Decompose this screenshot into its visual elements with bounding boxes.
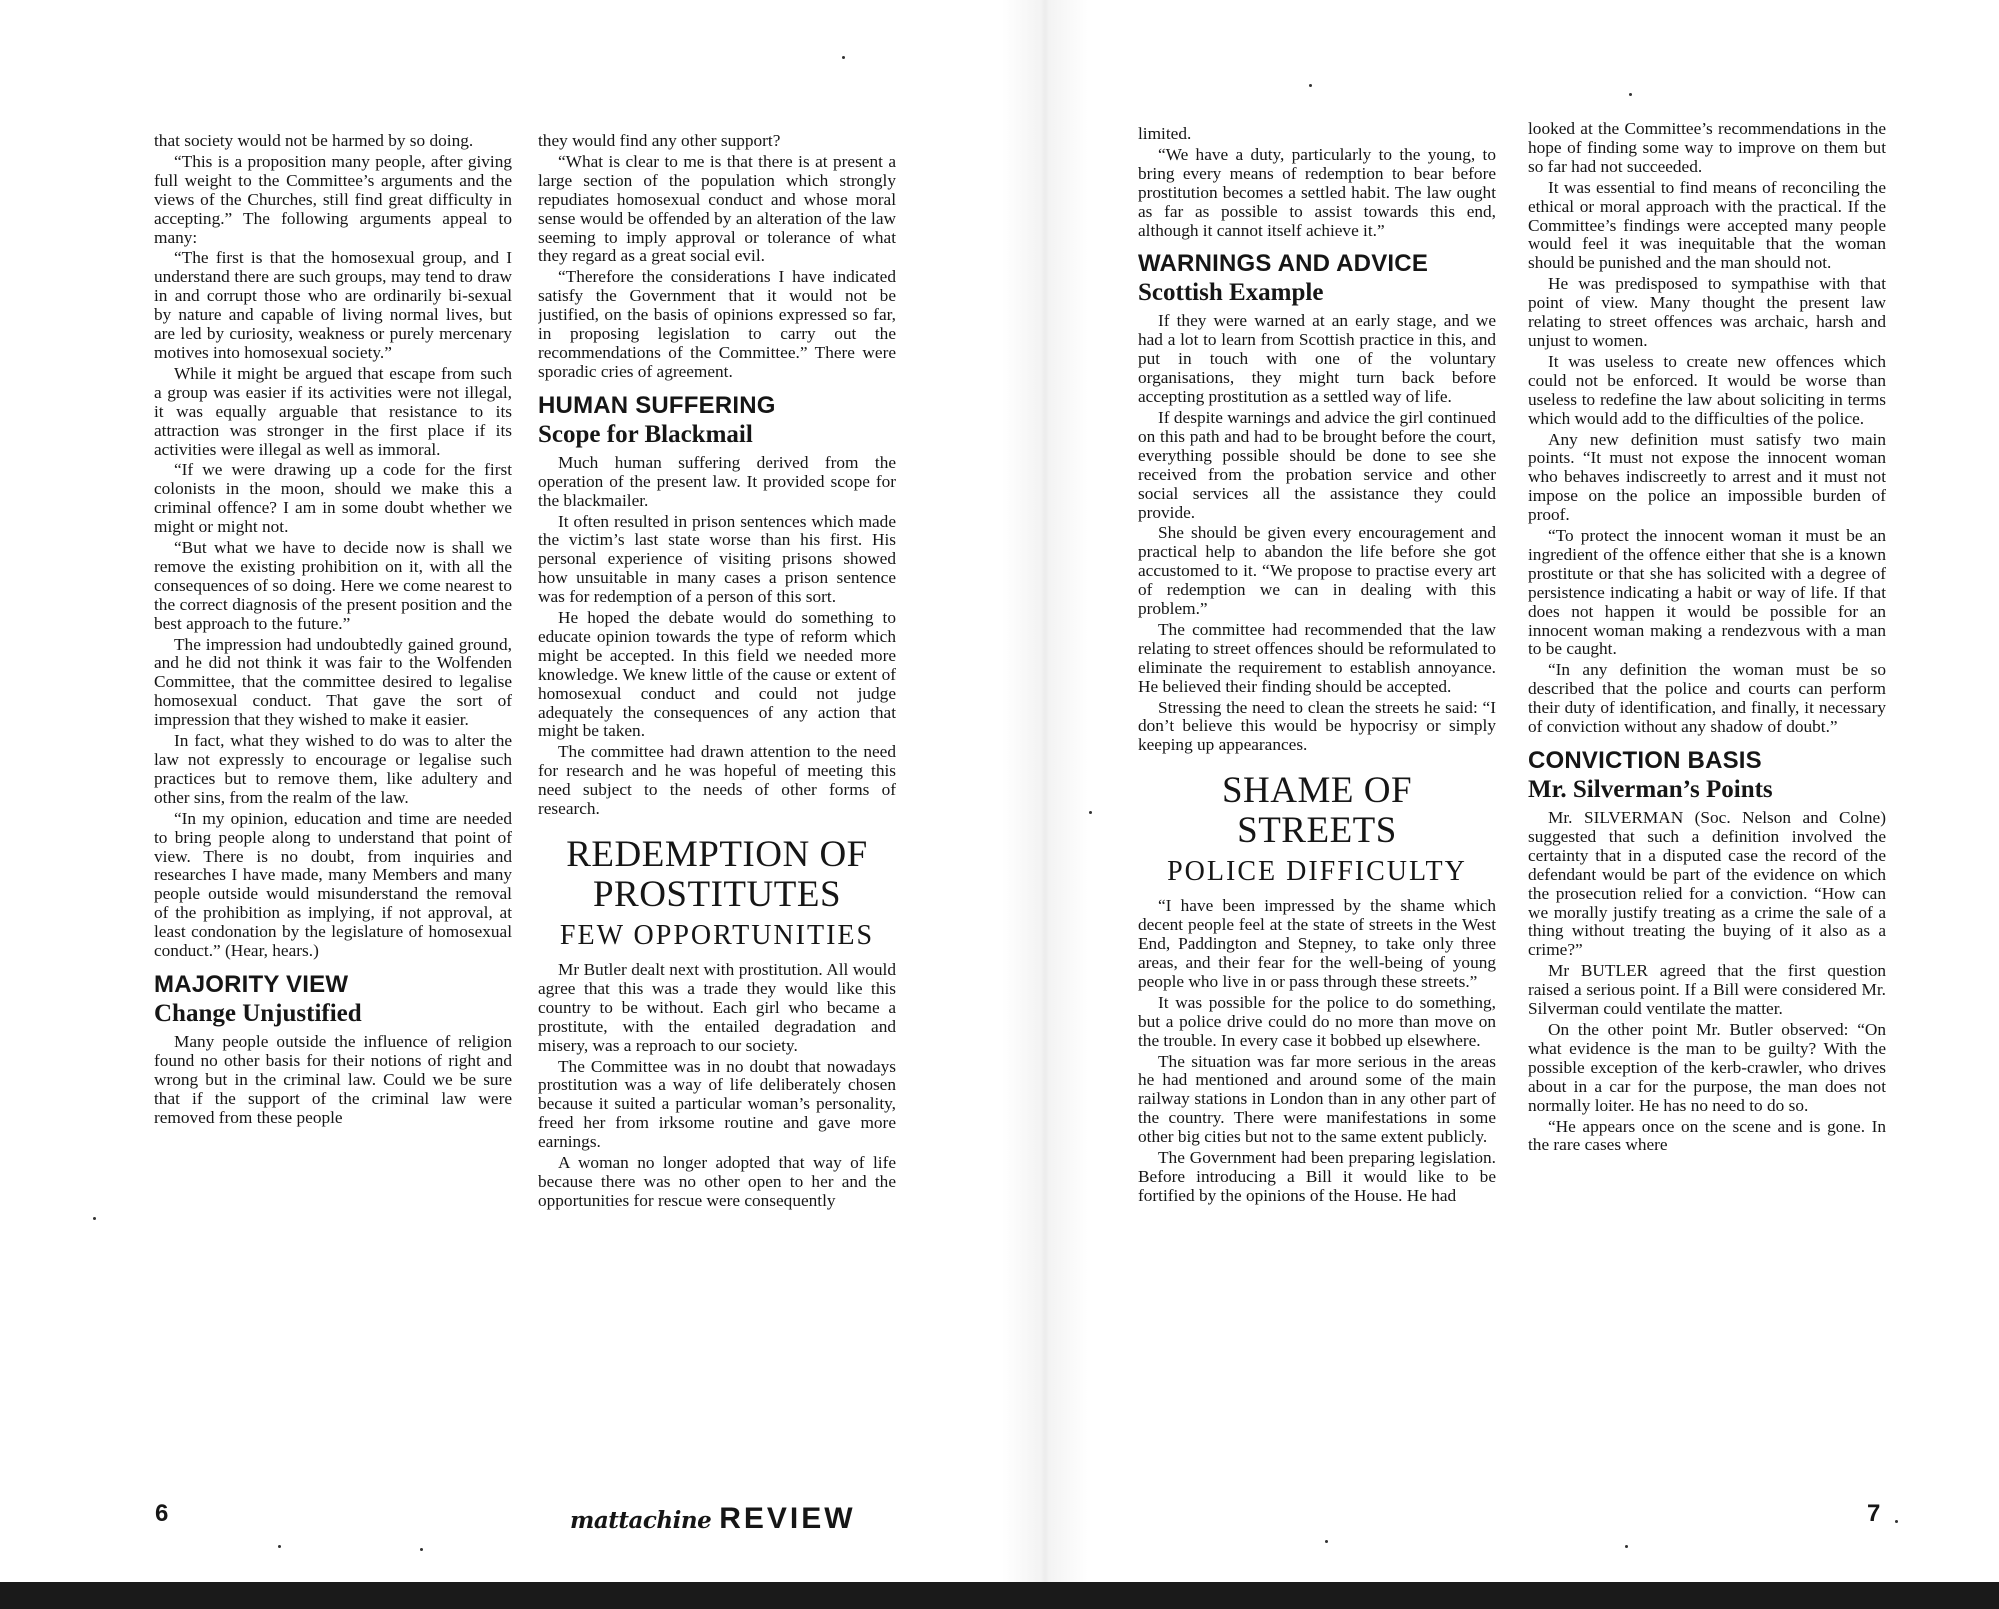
- paragraph: It was useless to create new offences which could not be enforced. It would be worse than useless to redefine the law about soliciting in terms which would add to the difficulties of the police.: [1528, 351, 1886, 428]
- section-subheading: Change Unjustified: [154, 999, 362, 1027]
- page-gutter: [1002, 0, 1088, 1609]
- paragraph: He hoped the debate would do something to educate opinion towards the type of reform which might be accepted. In this field we needed more knowledge. We knew little of the cause or extent of homosexual conduct and could not judge adequately the consequences of any action that might be taken.: [538, 608, 896, 741]
- paragraph: It was possible for the police to do something, but a police drive could do no more than move on the trouble. In every case it bobbed up elsewhere.: [1138, 992, 1496, 1050]
- paragraph: The impression had undoubtedly gained ground, and he did not think it was fair to the Wolfenden Committee, that the committee desired to legalise homosexual conduct. That gave the sort of impression that they wished to make it easier.: [154, 634, 512, 730]
- paragraph: Mr BUTLER agreed that the first question raised a serious point. If a Bill were considered Mr. Silverman could ventilate the matter.: [1528, 961, 1886, 1019]
- paragraph: Mr. SILVERMAN (Soc. Nelson and Colne) suggested that such a definition involved the certainty that in a disputed case the record of the defendant would be part of the evidence on which the prosecution relied for a conviction. “How can we morally justify treating as a crime the sale of a thing without treating the buying of it also as a crime?”: [1528, 808, 1886, 960]
- feature-subheadline: POLICE DIFFICULTY: [1167, 856, 1467, 888]
- section-heading: WARNINGS AND ADVICE: [1138, 250, 1429, 278]
- paragraph: “He appears once on the scene and is gone. In the rare cases where: [1528, 1116, 1886, 1155]
- paragraph: She should be given every encouragement and practical help to abandon the life before she got accustomed to it. “We propose to practise every art of redemption we can in dealing with this problem.”: [1138, 523, 1496, 619]
- paragraph: Many people outside the influence of religion found no other basis for their notions of right and wrong but in the criminal law. Could we be sure that if the support of the criminal law were removed from these people: [154, 1031, 512, 1127]
- scan-speck: [93, 1217, 96, 1220]
- scan-speck: [1325, 1540, 1328, 1543]
- paragraph: Mr Butler dealt next with prostitution. All would agree that this was a trade they would like this country to be without. Each girl who became a prostitute, with the entailed degradation and misery, was a reproach to our society.: [538, 960, 896, 1055]
- paragraph: “This is a proposition many people, after giving full weight to the Committee’s arguments and the views of the Churches, still find great difficulty in accepting.” The following arguments appeal to many:: [154, 151, 512, 247]
- section-subheading: Mr. Silverman’s Points: [1528, 776, 1773, 803]
- scan-speck: [1089, 811, 1092, 814]
- feature-subheadline: FEW OPPORTUNITIES: [559, 920, 875, 951]
- paragraph: limited.: [1138, 125, 1192, 143]
- paragraph: On the other point Mr. Butler observed: “On what evidence is the man to be guilty? With the possible exception of the kerb-crawler, who drives about in a car for the purpose, the man does not normally loiter. He has no need to do so.: [1528, 1019, 1886, 1115]
- paragraph: Any new definition must satisfy two main points. “It must not expose the innocent woman who behaves indiscreetly to arrest and it must not impose on the police an impossible burden of proof.: [1528, 429, 1886, 525]
- paragraph: “In my opinion, education and time are needed to bring people along to understand that point of view. There is no doubt, from inquiries and researches I have made, many Members and many people outside would misunderstand the removal of the prohibition as implying, if not approval, at least condonation by the legislature of homosexual conduct.” (Hear, hears.): [154, 808, 512, 961]
- paragraph: “To protect the innocent woman it must be an ingredient of the offence either that she is a known prostitute or that she has solicited with a degree of persistence indicating a habit or way of life. If that does not happen it would be possible for an innocent woman making a rendezvous with a man to be caught.: [1528, 526, 1886, 659]
- paragraph: “In any definition the woman must be so described that the police and courts can perform their duty of identification, and finally, it necessary of conviction without any shadow of doubt.”: [1528, 660, 1886, 737]
- scan-speck: [1629, 93, 1632, 96]
- scan-speck: [278, 1545, 281, 1548]
- paragraph: The situation was far more serious in the areas he had mentioned and around some of the main railway stations in London than in any other part of the country. There were manifestations in some other big cities but not to the same extent publicly.: [1138, 1051, 1496, 1147]
- paragraph: While it might be argued that escape from such a group was easier if its activities were not illegal, it was equally arguable that resistance to its attraction was stronger in the first place if its activities were illegal as well as immoral.: [154, 363, 512, 459]
- feature-headline: REDEMPTION OF PROSTITUTES: [566, 834, 868, 915]
- section-subheading: Scottish Example: [1138, 279, 1324, 307]
- paragraph: It was essential to find means of reconciling the ethical or moral approach with the practical. If the Committee’s findings were accepted many people would feel it was inequitable that the woman should be punished and the man should not.: [1528, 177, 1886, 273]
- paragraph: “Therefore the considerations I have indicated satisfy the Government that it would not be justified, on the basis of opinions expressed so far, in proposing legislation to carry out the recommendations of the Committee.” There were sporadic cries of agreement.: [538, 267, 896, 381]
- masthead: [570, 1502, 856, 1536]
- paragraph: Stressing the need to clean the streets he said: “I don’t believe this would be hypocrisy or simply keeping up appearances.: [1138, 697, 1496, 755]
- left-page-column-2: [538, 132, 896, 1497]
- paragraph: The committee had recommended that the law relating to street offences should be reformulated to eliminate the requirement to establish annoyance. He believed their finding should be accepted.: [1138, 619, 1496, 696]
- scan-speck: [842, 56, 845, 59]
- paragraph: that society would not be harmed by so doing.: [154, 132, 474, 150]
- paragraph: A woman no longer adopted that way of life because there was no other open to her and the opportunities for rescue were consequently: [538, 1153, 896, 1210]
- paragraph: looked at the Committee’s recommendations in the hope of finding some way to improve on them but so far had not succeeded.: [1528, 120, 1886, 176]
- paragraph: In fact, what they wished to do was to alter the law not expressly to encourage or legalise such practices but to remove them, like adultery and other sins, from the realm of the law.: [154, 731, 512, 807]
- scan-speck: [1309, 84, 1312, 87]
- section-subheading: Scope for Blackmail: [538, 420, 753, 448]
- paragraph: “But what we have to decide now is shall we remove the existing prohibition on it, with all the consequences of so doing. Here we come nearest to the correct diagnosis of the present position and the best approach to the future.”: [154, 538, 512, 633]
- page-number-right: 7: [1867, 1500, 1881, 1527]
- right-page-column-2: [1528, 120, 1886, 1485]
- paragraph: It often resulted in prison sentences which made the victim’s last state worse than his first. His personal experience of visiting prisons showed how unsuitable in many cases a prison sentence was for redemption of a person of this sort.: [538, 511, 896, 607]
- section-heading: HUMAN SUFFERING: [538, 391, 776, 419]
- page-number-left: 6: [155, 1500, 169, 1527]
- paragraph: “The first is that the homosexual group, and I understand there are such groups, may tend to draw in and corrupt those who are ordinarily bi-sexual by nature and capable of living normal lives, but are led by curiosity, weakness or purely mercenary motives into homosexual society.”: [154, 248, 512, 362]
- paragraph: “I have been impressed by the shame which decent people feel at the state of streets in the West End, Paddington and Stepney, to take only three areas, and their fear for the well-being of young people who live in or pass through these streets.”: [1138, 896, 1496, 991]
- paragraph: Much human suffering derived from the operation of the present law. It provided scope for the blackmailer.: [538, 452, 896, 510]
- paragraph: The Government had been preparing legislation. Before introducing a Bill it would like to be fortified by the opinions of the House. He had: [1138, 1148, 1496, 1205]
- paragraph: The Committee was in no doubt that nowadays prostitution was a way of life deliberately chosen because it suited a particular woman’s personality, freed her from irksome routine and gave more earnings.: [538, 1056, 896, 1152]
- paragraph: If despite warnings and advice the girl continued on this path and had to be brought before the court, everything possible should be done to see she received from the probation service and other social services all the assistance they could provide.: [1138, 407, 1496, 522]
- scan-speck: [420, 1548, 423, 1551]
- paragraph: they would find any other support?: [538, 132, 781, 150]
- right-page-column-1: [1138, 125, 1496, 1490]
- scan-speck: [1895, 1520, 1898, 1523]
- paragraph: “What is clear to me is that there is at present a large section of the population which strongly repudiates homosexual conduct and whose moral sense would be offended by an alteration of the law seeming to imply approval or tolerance of what they regard as a great social evil.: [538, 151, 896, 266]
- paragraph: “We have a duty, particularly to the young, to bring every means of redemption to bear before prostitution becomes a settled habit. The law ought as far as possible to assist towards this end, although it cannot itself achieve it.”: [1138, 144, 1496, 240]
- scan-speck: [1625, 1545, 1628, 1548]
- paragraph: He was predisposed to sympathise with that point of view. Many thought the present law relating to street offences was archaic, harsh and unjust to women.: [1528, 274, 1886, 350]
- paragraph: If they were warned at an early stage, and we had a lot to learn from Scottish practice in this, and put in touch with one of the voluntary organisations, they might turn back before accepting prostitution as a settled way of life.: [1138, 311, 1496, 407]
- masthead-script: mattachine: [570, 1507, 712, 1534]
- section-heading: CONVICTION BASIS: [1528, 747, 1762, 774]
- masthead-word: REVIEW: [719, 1502, 856, 1535]
- feature-headline: SHAME OF STREETS: [1221, 770, 1413, 852]
- paragraph: The committee had drawn attention to the need for research and he was hopeful of meeting this need subject to the needs of other forms of research.: [538, 742, 896, 819]
- scan-border: [0, 1582, 1999, 1609]
- left-page-column-1: [154, 132, 512, 1497]
- section-heading: MAJORITY VIEW: [154, 970, 349, 998]
- paragraph: “If we were drawing up a code for the first colonists in the moon, should we make this a criminal offence? I am in some doubt whether we might or might not.: [154, 460, 512, 537]
